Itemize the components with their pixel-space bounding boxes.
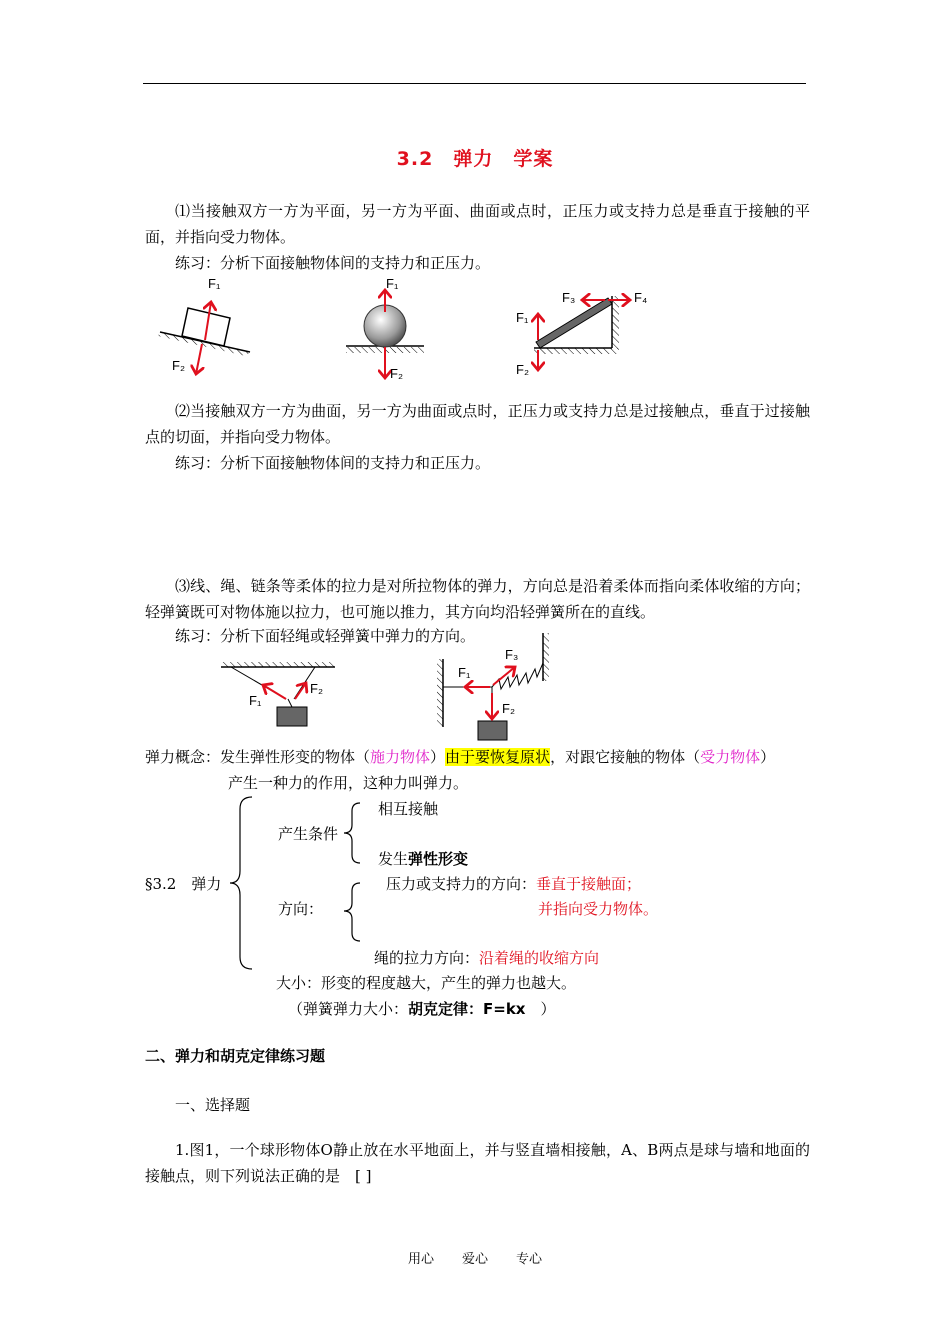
- figure-rope-spring-forces: [215, 633, 555, 743]
- page-footer: 用心 爱心 专心: [407, 1252, 543, 1267]
- outline-direction-2: 绳的拉力方向：沿着绳的收缩方向: [374, 949, 600, 967]
- fig1b-f1-label: F₁: [386, 276, 399, 291]
- concept-line1: 弹力概念：发生弹性形变的物体（施力物体）由于要恢复原状，对跟它接触的物体（受力物体）: [145, 748, 776, 766]
- section3-exercise-text: 练习：分析下面轻绳或轻弹簧中弹力的方向。: [175, 627, 476, 645]
- fig1c-f3-label: F₃: [562, 290, 576, 305]
- outline-hooke: （弹簧弹力大小：胡克定律：F=kx ）: [288, 1000, 556, 1018]
- outline-braces: [228, 795, 368, 975]
- fig2a-f1-label: F₁: [249, 693, 262, 708]
- section3-rule-text: ⑶线、绳、链条等柔体的拉力是对所拉物体的弹力，方向总是沿着柔体而指向柔体收缩的方向；轻弹簧既可对物体施以拉力，也可施以推力，其方向均沿轻弹簧所在的直线。: [145, 577, 810, 621]
- question-1: 1.图1，一个球形物体O静止放在水平地面上，并与竖直墙相接触，A、B两点是球与墙和地面的接触点，则下列说法正确的是 [ ]: [145, 1141, 810, 1185]
- outline-condition-label: 产生条件: [278, 825, 339, 843]
- concept-receiver: 受力物体: [700, 748, 761, 766]
- fig1a-f1-label: F₁: [208, 276, 221, 291]
- concept-applier: 施力物体: [370, 748, 431, 766]
- fig2b-f2-label: F₂: [502, 701, 515, 716]
- outline-root: §3.2 弹力: [145, 875, 222, 893]
- diagram-ball-on-ground: [346, 276, 424, 381]
- concept-highlight: 由于要恢复原状: [445, 748, 551, 766]
- section2-exercise-text: 练习：分析下面接触物体间的支持力和正压力。: [175, 454, 491, 472]
- section1-rule-text: ⑴当接触双方一方为平面，另一方为平面、曲面或点时，正压力或支持力总是垂直于接触的平面，并指向受力物体。: [145, 202, 810, 246]
- fig1a-f2-label: F₂: [172, 358, 185, 373]
- outline-condition-2: 发生弹性形变: [378, 850, 469, 868]
- figure-contact-forces: [150, 270, 650, 382]
- section1-exercise-text: 练习：分析下面接触物体间的支持力和正压力。: [175, 254, 491, 272]
- outline-condition-1: 相互接触: [378, 800, 439, 818]
- outline-size: 大小：形变的程度越大，产生的弹力也越大。: [276, 974, 577, 992]
- fig1c-f4-label: F₄: [634, 290, 648, 305]
- fig1b-f2-label: F₂: [390, 366, 403, 381]
- diagram-block-rope-spring: [437, 633, 549, 740]
- header-rule: [143, 83, 806, 84]
- exercise-subheading: 一、选择题: [175, 1096, 251, 1114]
- exercise-heading: 二、弹力和胡克定律练习题: [145, 1047, 326, 1065]
- fig2a-f2-label: F₂: [310, 681, 323, 696]
- section2-rule-text: ⑵当接触双方一方为曲面，另一方为曲面或点时，正压力或支持力总是过接触点，垂直于过接触点的切面，并指向受力物体。: [145, 402, 810, 446]
- fig1c-f2-label: F₂: [516, 362, 529, 377]
- concept-line2: 产生一种力的作用，这种力叫弹力。: [228, 774, 469, 792]
- fig2b-f3-label: F₃: [505, 647, 519, 662]
- outline-direction-label: 方向：: [278, 900, 324, 918]
- outline-direction-1: 压力或支持力的方向：垂直于接触面；: [386, 875, 642, 893]
- page-title: 3.2 弹力 学案: [396, 148, 554, 170]
- outline-direction-1-cont: 并指向受力物体。: [538, 900, 659, 918]
- fig2b-f1-label: F₁: [458, 665, 471, 680]
- diagram-rod-against-wall: [516, 290, 647, 377]
- diagram-block-on-incline: [158, 276, 250, 374]
- diagram-block-two-ropes: [221, 662, 335, 726]
- fig1c-f1-label: F₁: [516, 310, 529, 325]
